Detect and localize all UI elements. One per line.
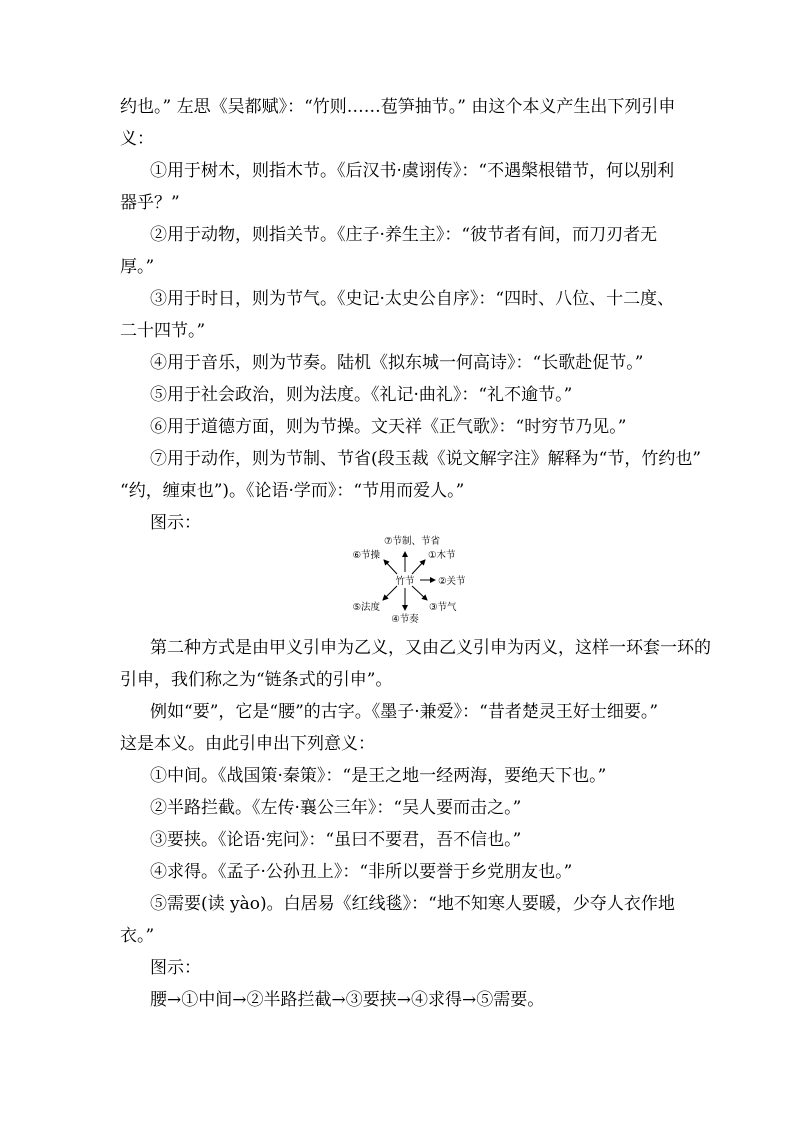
node-6: ⑥节操 bbox=[352, 550, 380, 561]
text-line: 义： bbox=[120, 129, 154, 149]
text-line: ④求得。《孟子·公孙丑上》：“非所以要誉于乡党朋友也。” bbox=[150, 862, 573, 882]
text-line: 第二种方式是由甲义引申为乙义，又由乙义引申为丙义，这样一环套一环的 bbox=[150, 638, 711, 658]
arrow-upper-left bbox=[384, 560, 397, 574]
text-line: ①中间。《战国策·秦策》：“是王之地一经两海，要绝天下也。” bbox=[150, 766, 607, 786]
text-line: ④用于音乐，则为节奏。陆机《拟东城一何高诗》：“长歌赴促节。” bbox=[150, 353, 644, 373]
extension-diagram bbox=[330, 530, 480, 630]
text-line: ③要挟。《论语·宪问》：“虽曰不要君，吾不信也。” bbox=[150, 830, 522, 850]
text-line: ③用于时日，则为节气。《史记·太史公自序》：“四时、八位、十二度、 bbox=[150, 289, 675, 309]
text-line: ⑤用于社会政治，则为法度。《礼记·曲礼》：“礼不逾节。” bbox=[150, 385, 573, 405]
text-line: 器乎？” bbox=[120, 193, 180, 213]
text-line: ⑤需要(读 yào)。白居易《红线毯》：“地不知寒人要暖，少夺人衣作地 bbox=[150, 894, 675, 914]
text-line: 例如“要”，它是“腰”的古字。《墨子·兼爱》：“昔者楚灵王好士细要。” bbox=[150, 702, 659, 722]
arrow-lower-left bbox=[383, 586, 397, 600]
text-line: 约也。” 左思《吴都赋》：“竹则……苞笋抽节。” 由这个本义产生出下列引申 bbox=[120, 97, 676, 117]
text-line: 二十四节。” bbox=[120, 321, 206, 341]
arrow-upper-right bbox=[412, 560, 425, 574]
text-line: ⑦用于动作，则为节制、节省(段玉裁《说文解字注》解释为“节，竹约也” bbox=[150, 449, 702, 469]
node-5: ⑤法度 bbox=[352, 602, 380, 613]
node-4: ④节奏 bbox=[391, 614, 419, 625]
radial-diagram bbox=[330, 530, 480, 630]
text-line: “约，缠束也”)。《论语·学而》：“节用而爱人。” bbox=[120, 481, 465, 501]
text-line: 腰→①中间→②半路拦截→③要挟→④求得→⑤需要。 bbox=[150, 990, 545, 1010]
text-line: 衣。” bbox=[120, 926, 155, 946]
text-line: 图示： bbox=[150, 513, 201, 533]
node-2: ②关节 bbox=[438, 576, 466, 587]
text-line: ⑥用于道德方面，则为节操。文天祥《正气歌》：“时穷节乃见。” bbox=[150, 417, 627, 437]
node-1: ①木节 bbox=[428, 550, 456, 561]
text-line: 厚。” bbox=[120, 257, 155, 277]
text-line: 这是本义。由此引申出下列意义： bbox=[120, 734, 375, 754]
node-3: ③节气 bbox=[429, 602, 457, 613]
text-line: ②半路拦截。《左传·襄公三年》：“吴人要而击之。” bbox=[150, 798, 522, 818]
text-line: 图示： bbox=[150, 958, 201, 978]
text-line: 引申，我们称之为“链条式的引申”。 bbox=[120, 670, 393, 690]
center-node: 竹节 bbox=[395, 576, 415, 587]
text-line: ①用于树木，则指木节。《后汉书·虞诩传》：“不遇槃根错节，何以别利 bbox=[150, 161, 675, 181]
arrow-lower-right bbox=[412, 586, 427, 600]
text-line: ②用于动物，则指关节。《庄子·养生主》：“彼节者有间，而刀刃者无 bbox=[150, 225, 658, 245]
node-7: ⑦节制、节省 bbox=[383, 536, 441, 547]
